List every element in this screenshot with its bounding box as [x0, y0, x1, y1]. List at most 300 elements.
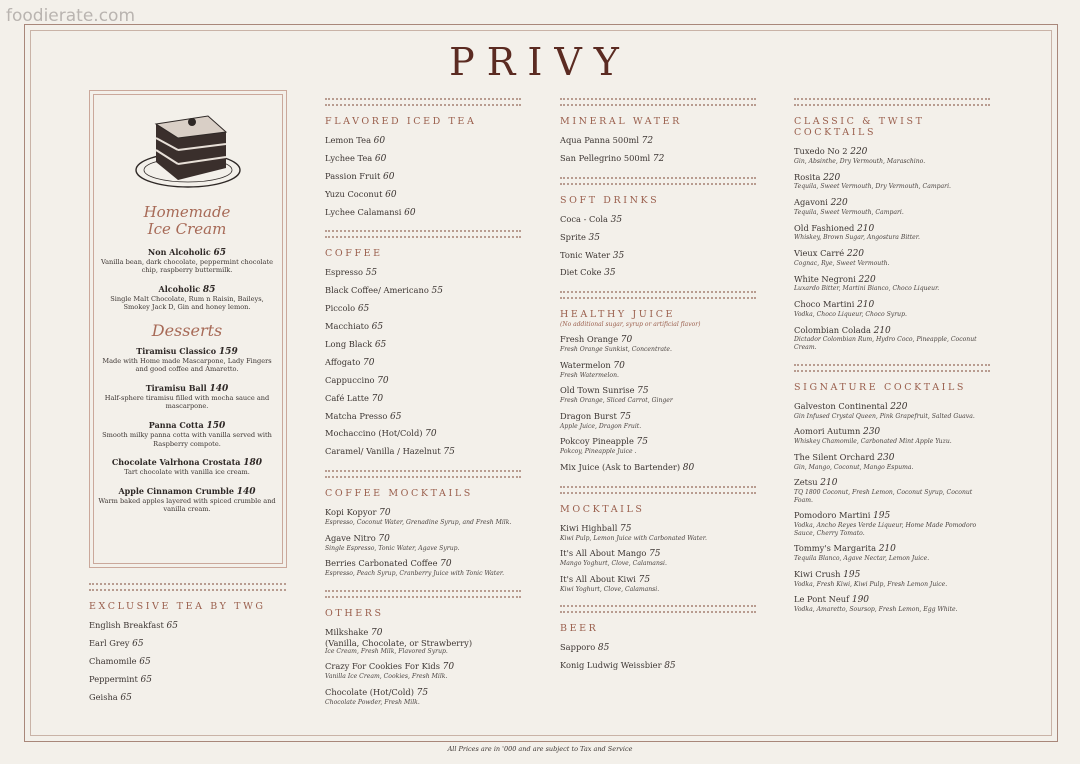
item-price: 60	[385, 189, 397, 200]
item-price: 75	[443, 447, 455, 458]
menu-item-line	[560, 268, 756, 279]
item-name: Le Pont Neuf	[794, 594, 850, 605]
item-name: Kiwi Crush	[794, 568, 841, 579]
item-name: Colombian Colada	[794, 324, 871, 335]
menu-item-line	[325, 628, 521, 639]
section-divider	[560, 98, 756, 106]
section-divider	[560, 605, 756, 613]
item-description: Whiskey, Brown Sugar, Angostura Bitter.	[794, 234, 920, 242]
menu-section	[325, 470, 521, 578]
item-price: 140	[209, 383, 229, 394]
item-price: 65	[140, 674, 152, 685]
menu-item	[560, 661, 756, 672]
menu-item-line	[325, 268, 521, 279]
menu-item-line	[325, 429, 521, 440]
item-price: 70	[425, 429, 437, 440]
menu-item-line	[794, 300, 990, 311]
item-description: Gin, Absinthe, Dry Vermouth, Maraschino.	[794, 157, 926, 165]
menu-item-line	[794, 147, 990, 158]
menu-item-line	[325, 534, 521, 545]
menu-item	[325, 412, 521, 423]
menu-item	[325, 534, 521, 553]
item-name: San Pellegrino 500ml	[560, 152, 651, 163]
item-name: Panna Cotta	[148, 420, 204, 430]
item-name: Rosita	[794, 171, 821, 182]
menu-item	[325, 628, 521, 656]
menu-item	[89, 621, 286, 632]
section-divider	[794, 98, 990, 106]
menu-section	[794, 98, 990, 352]
menu-item	[794, 570, 990, 589]
item-description: Vodka, Fresh Kiwi, Kiwi Pulp, Fresh Lemon Juice.	[794, 580, 948, 588]
section-title: BEER	[560, 623, 599, 635]
ice-cream-section	[98, 204, 276, 523]
menu-item-line	[560, 215, 756, 226]
item-description: Made with Home made Mascarpone, Lady Fingers and good coffee and Amaretto.	[102, 356, 272, 374]
item-price: 70	[362, 357, 375, 368]
item-price: 35	[612, 250, 625, 261]
item-name: Agavoni	[794, 197, 828, 207]
menu-item	[325, 172, 521, 183]
menu-item-line	[560, 575, 756, 586]
menu-item	[794, 595, 990, 614]
menu-item	[560, 154, 756, 165]
item-price: 55	[365, 268, 378, 279]
menu-item-line	[325, 136, 521, 147]
item-price: 75	[636, 437, 648, 448]
item-name: Pokcoy Pineapple	[560, 436, 634, 447]
item-price: 210	[878, 544, 896, 555]
item-price: 75	[637, 386, 649, 397]
item-name: Peppermint	[89, 673, 138, 684]
item-name: Vieux Carré	[794, 248, 845, 258]
item-price: 75	[649, 549, 661, 560]
item-price: 65	[371, 322, 384, 333]
item-description: Ice Cream, Fresh Milk, Flavored Syrup.	[325, 647, 448, 655]
ice-cream-title-2: Ice Cream	[147, 220, 227, 239]
item-description: Espresso, Peach Syrup, Cranberry Juice with Tonic Water.	[325, 570, 505, 578]
item-price: 180	[243, 458, 263, 469]
item-name: Agave Nitro	[325, 532, 376, 543]
menu-item-line	[325, 304, 521, 315]
menu-item	[325, 447, 521, 458]
item-name: It's All About Kiwi	[560, 573, 636, 584]
item-price: 70	[613, 360, 625, 371]
item-description: Vodka, Amaretto, Soursop, Fresh Lemon, Egg White.	[794, 606, 958, 614]
menu-item-line	[560, 386, 756, 397]
item-name: Geisha	[89, 691, 118, 702]
item-name: Tiramisu Ball	[145, 382, 207, 393]
item-price: 230	[877, 452, 895, 463]
dessert-item-name	[98, 420, 276, 431]
dessert-item-name	[98, 284, 276, 295]
column-3	[560, 98, 756, 684]
section-title: SOFT DRINKS	[560, 194, 660, 206]
item-name: Fresh Orange	[560, 334, 619, 345]
item-price: 65	[213, 247, 227, 258]
menu-item-line	[325, 394, 521, 405]
item-name: Choco Martini	[794, 299, 855, 309]
item-description: TQ 1800 Coconut, Fresh Lemon, Coconut Syrup, Coconut Foam.	[794, 489, 973, 504]
item-price: 210	[857, 300, 875, 310]
item-name: Cappuccino	[325, 374, 375, 385]
menu-item-line	[794, 595, 990, 606]
menu-section	[560, 98, 756, 165]
item-name: Apple Cinnamon Crumble	[118, 485, 234, 496]
item-name: Alcoholic	[158, 283, 201, 294]
item-price: 220	[890, 401, 908, 412]
item-name: It's All About Mango	[560, 548, 647, 559]
menu-section	[560, 291, 756, 473]
item-price: 65	[132, 638, 144, 649]
item-name: Crazy For Cookies For Kids	[325, 661, 441, 672]
item-name: Tonic Water	[560, 249, 611, 260]
menu-item	[560, 463, 756, 474]
menu-item-line	[794, 224, 990, 235]
section-title: COFFEE MOCKTAILS	[325, 488, 473, 500]
menu-item-line	[560, 251, 756, 262]
section-title: SIGNATURE COCKTAILS	[794, 381, 967, 393]
item-price: 72	[641, 136, 654, 146]
dessert-item-name	[98, 247, 276, 258]
item-price: 195	[843, 569, 861, 580]
menu-item	[560, 233, 756, 244]
menu-item	[794, 478, 990, 504]
menu-section	[560, 177, 756, 280]
section-title: CLASSIC & TWIST COCKTAILS	[794, 116, 925, 138]
item-name: Aomori Autumn	[794, 426, 861, 437]
item-price: 70	[442, 662, 455, 673]
section-title: COFFEE	[325, 248, 383, 260]
item-name: Konig Ludwig Weissbier	[560, 660, 662, 671]
item-price: 65	[389, 411, 402, 422]
item-name: Mix Juice (Ask to Bartender)	[560, 461, 681, 472]
item-name: Coca - Cola	[560, 213, 608, 224]
desserts-title: Desserts	[151, 320, 223, 340]
item-name: Macchiato	[325, 321, 370, 332]
menu-section	[325, 98, 521, 218]
section-title: FLAVORED ICED TEA	[325, 116, 477, 127]
dessert-item-name	[98, 457, 276, 468]
menu-item-line	[560, 524, 756, 535]
menu-item	[325, 358, 521, 369]
menu-item	[325, 559, 521, 578]
item-price: 60	[373, 136, 386, 146]
section-divider	[794, 364, 990, 372]
item-description: Kiwi Pulp, Lemon Juice with Carbonated Water.	[560, 534, 707, 542]
menu-item-line	[325, 172, 521, 183]
item-description: Espresso, Coconut Water, Grenadine Syrup, and Fresh Milk.	[325, 519, 512, 527]
item-price: 65	[139, 656, 151, 667]
item-description: Luxardo Bitter, Martini Bianco, Choco Liqueur.	[794, 285, 940, 293]
menu-item	[560, 386, 756, 405]
menu-item	[325, 304, 521, 315]
item-name: Black Coffee/ Americano	[325, 285, 429, 296]
menu-item-line	[560, 361, 756, 372]
item-description: Cognac, Rye, Sweet Vermouth.	[794, 259, 890, 267]
menu-item-line	[325, 508, 521, 519]
menu-item	[794, 147, 990, 166]
item-name: Milkshake	[325, 626, 369, 637]
menu-item	[325, 508, 521, 527]
item-description: Gin, Mango, Coconut, Mango Espuma.	[794, 463, 914, 471]
item-name: Galveston Continental	[794, 400, 888, 411]
item-price: 65	[120, 692, 132, 703]
menu-item-line	[325, 154, 521, 165]
dessert-item-name	[98, 383, 276, 394]
item-price: 85	[202, 284, 216, 295]
item-price: 70	[440, 559, 452, 570]
item-description: Whiskey Chamomile, Carbonated Mint Apple Yuzu.	[794, 438, 952, 445]
menu-item	[560, 575, 756, 594]
section-title: MOCKTAILS	[560, 503, 645, 515]
item-name: Lychee Tea	[325, 152, 373, 163]
item-name: Piccolo	[325, 303, 356, 314]
item-price: 85	[597, 643, 610, 654]
item-description: Dictador Colombian Rum, Hydro Coco, Pineapple, Coconut Cream.	[794, 336, 977, 351]
item-name: Lychee Calamansi	[325, 206, 402, 217]
column-2	[325, 98, 521, 718]
item-price: 65	[166, 621, 178, 631]
item-description: Vodka, Ancho Reyes Verde Liqueur, Home Made Pomodoro Sauce, Cherry Tomato.	[794, 522, 977, 537]
item-price: 70	[377, 375, 389, 386]
ice-cream-title-1: Homemade	[143, 203, 231, 221]
item-description: Tequila, Sweet Vermouth, Dry Vermouth, Campari.	[794, 183, 951, 191]
item-name: Tommy's Margarita	[794, 543, 877, 554]
item-name: Zetsu	[794, 477, 818, 488]
menu-item	[560, 215, 756, 226]
item-price: 140	[236, 486, 256, 497]
section-divider	[560, 486, 756, 494]
item-price: 70	[378, 533, 390, 544]
item-description: Half-sphere tiramisu filled with mocha sauce and mascarpone.	[104, 393, 270, 411]
item-price: 65	[374, 340, 387, 351]
menu-item	[560, 549, 756, 568]
menu-item-line	[89, 693, 286, 704]
menu-item-line	[794, 511, 990, 522]
section-divider	[325, 590, 521, 598]
menu-item-line	[794, 198, 990, 209]
item-description: Fresh Watermelon.	[560, 371, 619, 379]
item-price: 210	[857, 223, 875, 234]
item-name: Chocolate (Hot/Cold)	[325, 686, 414, 697]
section-title: MINERAL WATER	[560, 116, 682, 127]
menu-item-line	[89, 675, 286, 686]
item-description: Tequila Blanco, Agave Nectar, Lemon Juice.	[794, 555, 930, 563]
item-name: Chamomile	[89, 655, 137, 666]
menu-item-line	[794, 275, 990, 286]
menu-item-line	[560, 643, 756, 654]
menu-item	[325, 286, 521, 297]
item-name: Matcha Presso	[325, 410, 388, 421]
dessert-item-name	[98, 486, 276, 497]
item-name: Dragon Burst	[560, 410, 617, 421]
menu-item-line	[325, 688, 521, 699]
menu-item	[560, 437, 756, 456]
item-price: 220	[850, 147, 868, 157]
item-price: 60	[404, 207, 416, 218]
item-price: 75	[620, 523, 632, 534]
item-name: Sprite	[560, 231, 586, 242]
menu-item-line	[325, 412, 521, 423]
section-divider	[325, 230, 521, 238]
menu-section	[325, 590, 521, 707]
menu-item-line	[560, 412, 756, 423]
item-description: Fresh Orange, Sliced Carrot, Ginger	[560, 397, 673, 405]
item-description: Pokcoy, Pineapple Juice .	[560, 448, 637, 456]
item-description: Mango Yoghurt, Clove, Calamansi.	[560, 560, 667, 568]
item-description: Tart chocolate with vanilla ice cream.	[124, 468, 250, 477]
item-name: White Negroni	[794, 273, 856, 284]
item-price: 210	[873, 325, 891, 336]
column-4	[794, 98, 990, 626]
item-price: 35	[588, 232, 600, 243]
item-price: 72	[652, 153, 665, 164]
menu-item-line	[325, 662, 521, 673]
item-price: 75	[619, 411, 631, 422]
menu-item	[325, 268, 521, 279]
menu-item	[325, 376, 521, 387]
item-name: The Silent Orchard	[794, 451, 875, 462]
item-price: 60	[374, 153, 387, 164]
menu-item	[325, 340, 521, 351]
section-note: (No additional sugar, syrup or artificial flavor)	[560, 321, 701, 329]
item-name: Affogato	[325, 356, 361, 367]
menu-item	[325, 688, 521, 707]
item-name: Caramel/ Vanilla / Hazelnut	[325, 446, 441, 457]
item-price: 220	[823, 172, 841, 183]
item-name: English Breakfast	[89, 620, 164, 630]
section-divider	[325, 470, 521, 478]
item-price: 220	[830, 198, 848, 208]
menu-item-line	[325, 286, 521, 297]
menu-item-line	[560, 136, 756, 147]
menu-item-line	[560, 437, 756, 448]
menu-item	[560, 268, 756, 279]
item-price: 65	[357, 304, 370, 315]
menu-item	[560, 643, 756, 654]
item-price: 220	[846, 249, 865, 259]
menu-item-line	[325, 208, 521, 219]
menu-item-line	[325, 358, 521, 369]
item-price: 35	[610, 214, 623, 225]
menu-item-line	[560, 233, 756, 244]
item-price: 70	[371, 393, 384, 404]
item-description: Tequila, Sweet Vermouth, Campari.	[794, 208, 904, 216]
menu-item	[794, 173, 990, 192]
menu-item-line	[794, 478, 990, 489]
menu-item	[560, 335, 756, 354]
section-divider	[560, 291, 756, 299]
item-description: Single Malt Chocolate, Rum n Raisin, Baileys, Smokey Jack D, Gin and honey lemon.	[110, 294, 264, 312]
item-description: Single Espresso, Tonic Water, Agave Syrup.	[325, 544, 460, 552]
watermark: foodierate.com	[6, 6, 136, 26]
item-name: Café Latte	[325, 392, 369, 403]
menu-item	[325, 662, 521, 681]
section-divider	[325, 98, 521, 106]
menu-item	[560, 251, 756, 262]
item-name: Diet Coke	[560, 267, 602, 278]
footer-note: All Prices are in '000 and are subject to Tax and Service	[447, 745, 633, 753]
menu-item-line	[89, 657, 286, 668]
item-name: Pomodoro Martini	[794, 510, 871, 521]
menu-item-line	[325, 322, 521, 333]
item-description: Smooth milky panna cotta with vanilla served with Raspberry compote.	[102, 431, 272, 448]
menu-item-line	[560, 335, 756, 346]
menu-item-line	[325, 559, 521, 570]
menu-item	[794, 275, 990, 294]
menu-item	[794, 402, 990, 421]
menu-item	[89, 639, 286, 650]
section-title: HEALTHY JUICE	[560, 309, 676, 321]
menu-item	[560, 524, 756, 543]
menu-item-line	[560, 154, 756, 165]
item-price: 159	[218, 346, 238, 357]
item-price: 75	[638, 574, 651, 585]
item-price: 80	[682, 462, 695, 473]
item-description: Fresh Orange Sunkist, Concentrate.	[560, 346, 672, 354]
menu-item-line	[560, 661, 756, 672]
menu-item	[325, 154, 521, 165]
menu-item-line	[794, 402, 990, 413]
section-title: EXCLUSIVE TEA BY TWG	[89, 601, 266, 612]
item-name: Aqua Panna 500ml	[560, 135, 640, 145]
item-name: Mochaccino (Hot/Cold)	[325, 428, 423, 439]
menu-item-line	[794, 570, 990, 581]
item-price: 230	[862, 427, 881, 438]
item-price: 150	[206, 421, 226, 431]
exclusive-tea-section	[89, 583, 286, 710]
menu-section	[794, 364, 990, 614]
menu-item	[794, 198, 990, 217]
menu-item-line	[325, 190, 521, 201]
item-name: Non Alcoholic	[147, 246, 211, 257]
menu-item-line	[794, 453, 990, 464]
menu-item-line	[325, 340, 521, 351]
item-description: Vodka, Choco Liqueur, Choco Syrup.	[794, 310, 907, 318]
item-description: Vanilla Ice Cream, Cookies, Fresh Milk.	[325, 673, 448, 681]
menu-item	[794, 427, 990, 446]
menu-item	[89, 675, 286, 686]
item-name: Tuxedo No 2	[794, 146, 848, 156]
item-name: Old Fashioned	[794, 222, 855, 233]
item-description: Warm baked apples layered with spiced crumble and vanilla cream.	[98, 496, 276, 514]
menu-item-line	[560, 463, 756, 474]
item-price: 60	[383, 171, 395, 182]
menu-item	[325, 429, 521, 440]
item-name: Tiramisu Classico	[136, 345, 217, 356]
brand-logo: PRIVY	[449, 40, 631, 84]
item-name: Passion Fruit	[325, 170, 381, 181]
item-name: Lemon Tea	[325, 135, 372, 145]
menu-item	[325, 394, 521, 405]
menu-item	[794, 249, 990, 268]
menu-item	[560, 361, 756, 380]
item-price: 35	[604, 268, 616, 279]
item-name: Sapporo	[560, 642, 596, 653]
item-price: 70	[370, 627, 383, 638]
menu-item-line	[794, 173, 990, 184]
item-name: Long Black	[325, 339, 373, 350]
item-name-extra: (Vanilla, Chocolate, or Strawberry)	[325, 637, 473, 648]
menu-item-line	[794, 249, 990, 260]
item-name: Earl Grey	[89, 637, 130, 648]
menu-item	[325, 208, 521, 219]
item-description: Apple Juice, Dragon Fruit.	[560, 422, 642, 430]
item-description: Kiwi Yoghurt, Clove, Calamansi.	[560, 585, 660, 593]
item-price: 75	[416, 687, 429, 698]
menu-section	[560, 486, 756, 594]
